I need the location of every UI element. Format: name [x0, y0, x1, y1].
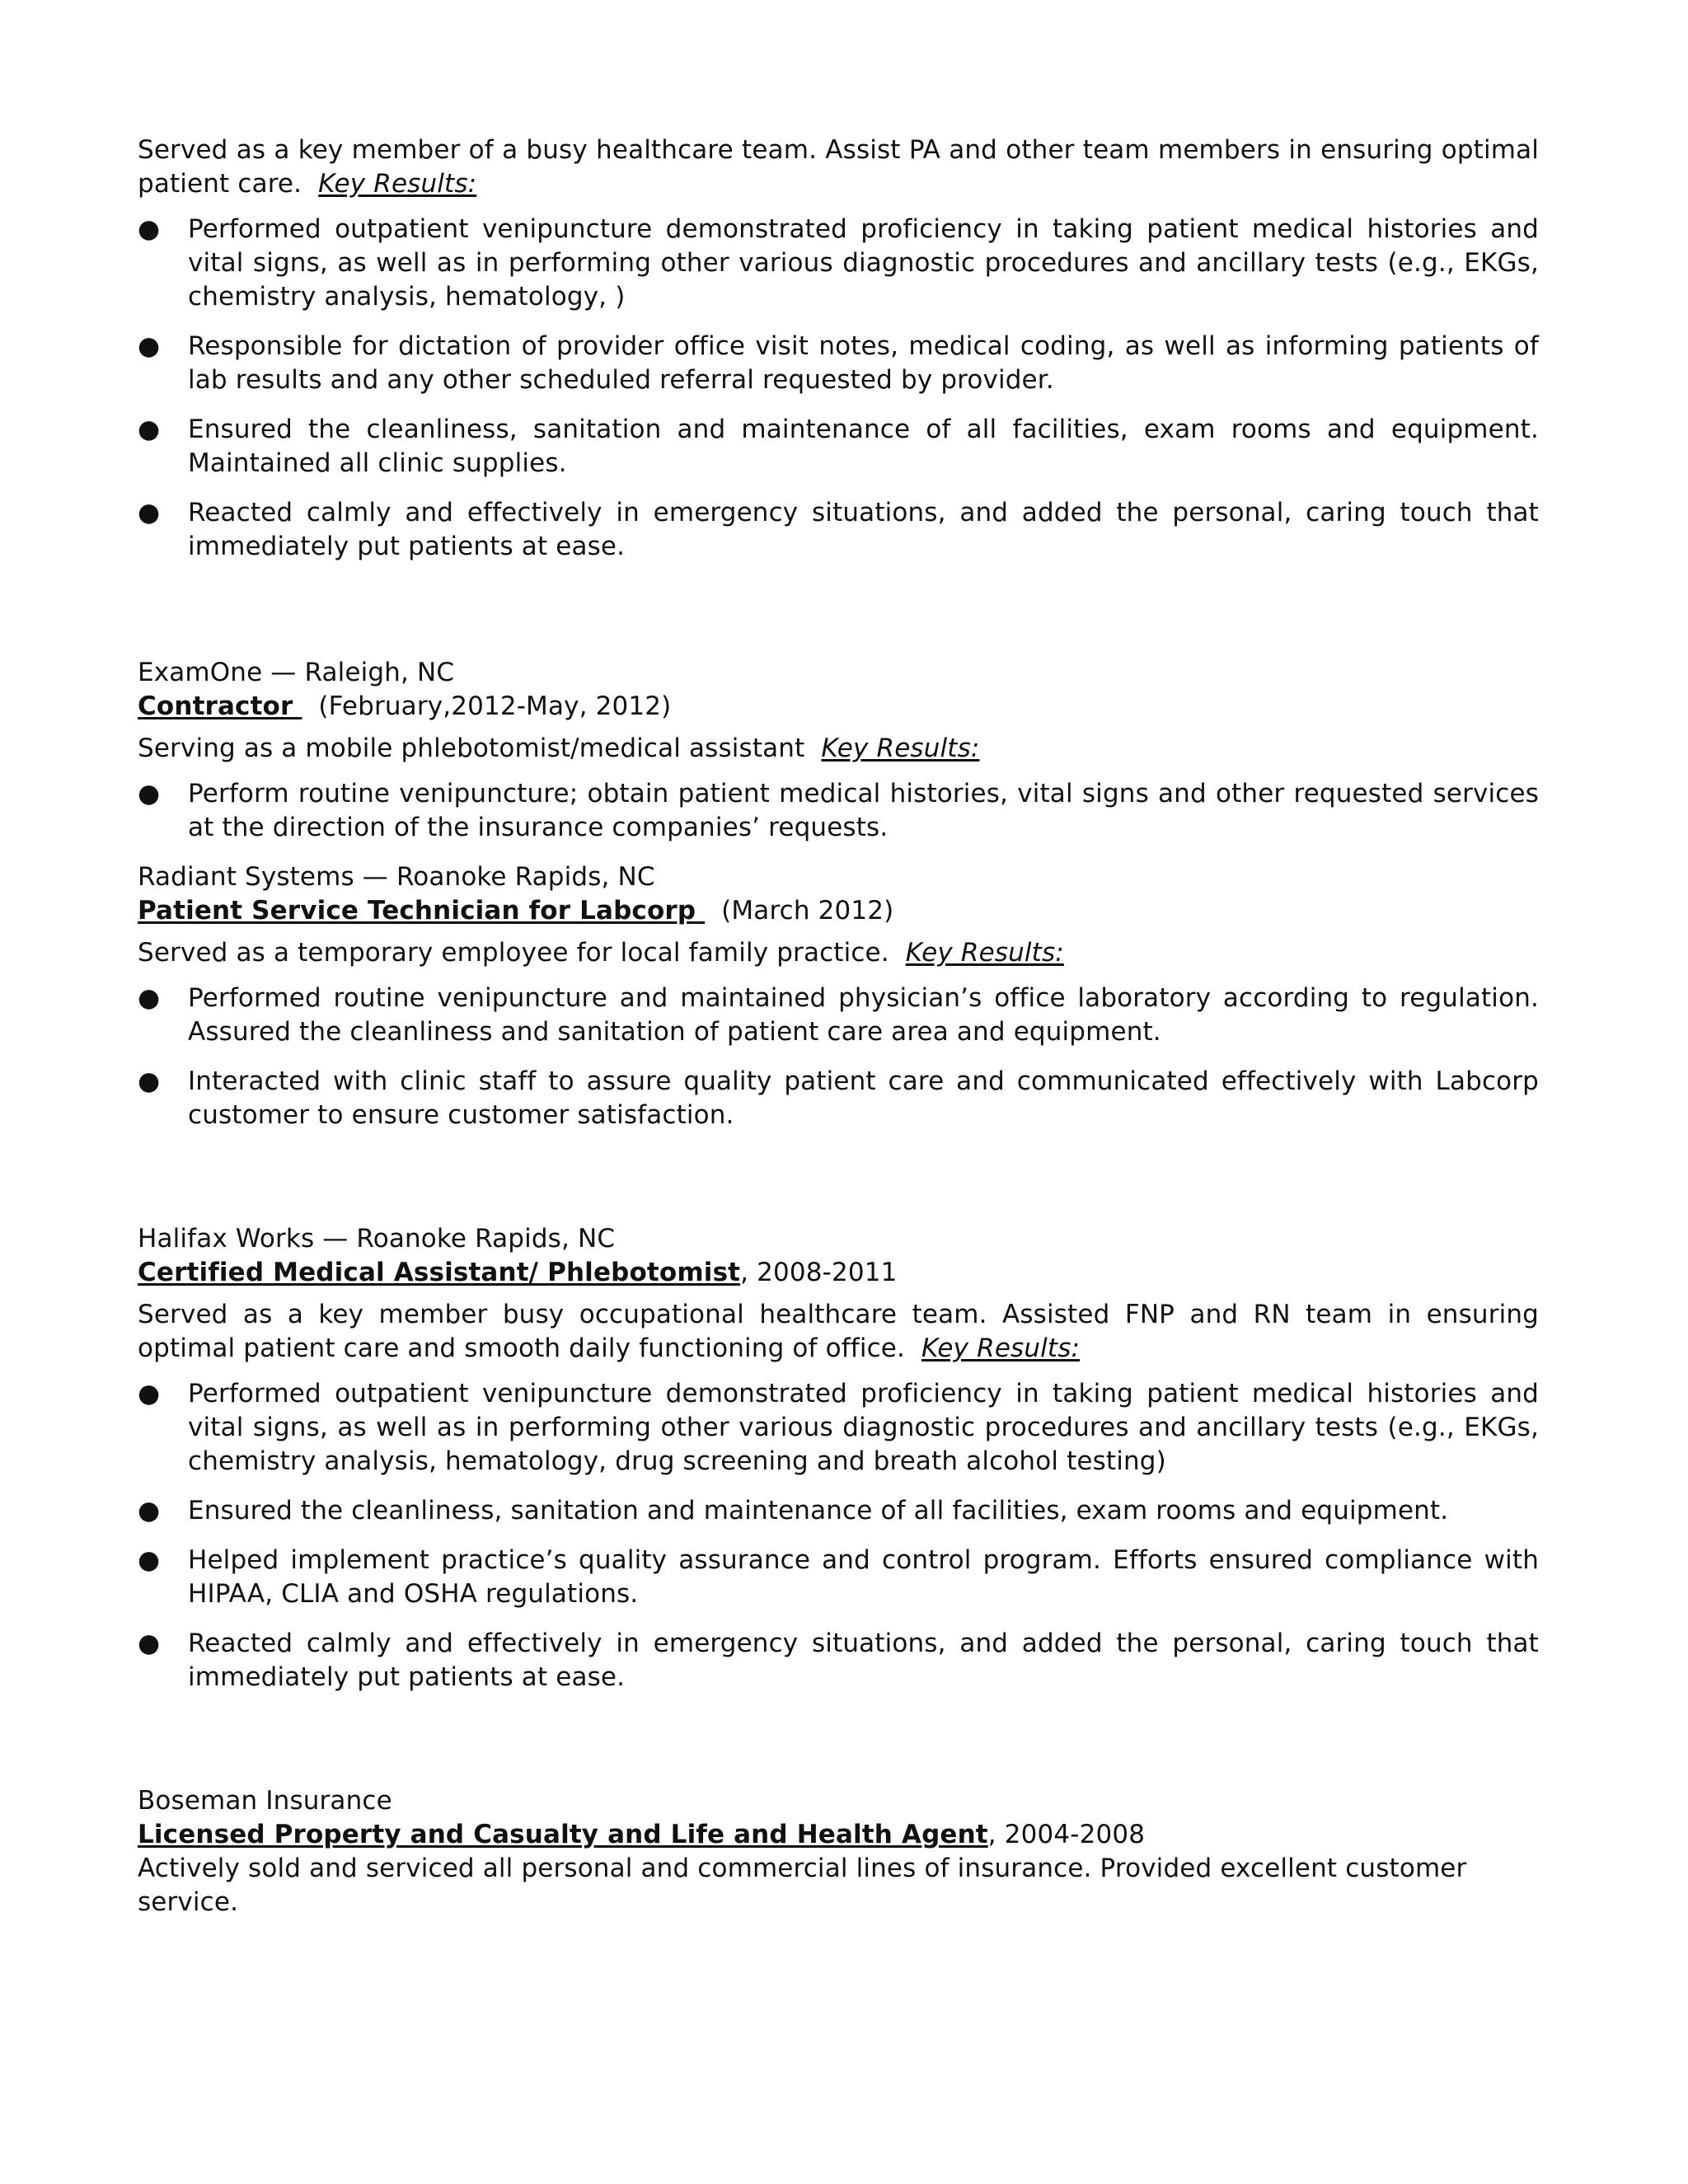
bullet-item	[138, 213, 1539, 314]
bullet-text: Reacted calmly and effectively in emergency situations, and added the personal, caring touch that immediately put patients at ease.	[188, 498, 1539, 561]
job-section-previous	[138, 134, 1539, 564]
bullet-item	[138, 496, 1539, 564]
section-spacer	[138, 1148, 1539, 1222]
bullet-list	[138, 982, 1539, 1132]
bullet-icon: ●	[138, 1545, 161, 1575]
key-results-label: Key Results:	[318, 169, 477, 199]
bullet-item	[138, 777, 1539, 845]
job-section-examone	[138, 656, 1539, 845]
job-title: Licensed Property and Casualty and Life and Health Agent	[138, 1820, 988, 1849]
bullet-list	[138, 213, 1539, 564]
job-summary	[138, 936, 1539, 970]
bullet-text: Ensured the cleanliness, sanitation and maintenance of all facilities, exam rooms and equipment. Maintained all clinic supplies.	[188, 415, 1539, 478]
bullet-icon: ●	[138, 1496, 161, 1526]
bullet-item	[138, 413, 1539, 480]
company-name: Halifax Works — Roanoke Rapids, NC	[138, 1224, 616, 1254]
bullet-icon: ●	[138, 983, 161, 1013]
company-name: Boseman Insurance	[138, 1786, 392, 1816]
job-section-halifax	[138, 1222, 1539, 1694]
bullet-icon: ●	[138, 1629, 161, 1658]
job-summary	[138, 732, 1539, 766]
job-dates: , 2008-2011	[740, 1258, 898, 1287]
job-summary	[138, 1298, 1539, 1366]
company-name: ExamOne — Raleigh, NC	[138, 658, 455, 687]
job-title: Patient Service Technician for Labcorp	[138, 896, 696, 926]
job-summary-text: Served as a temporary employee for local family practice.	[138, 938, 889, 968]
bullet-text: Ensured the cleanliness, sanitation and maintenance of all facilities, exam rooms and equipment.	[188, 1496, 1449, 1526]
section-spacer	[138, 579, 1539, 656]
bullet-icon: ●	[138, 1379, 161, 1408]
role-line	[138, 1256, 1539, 1290]
bullet-item	[138, 1494, 1539, 1528]
role-line	[138, 894, 1539, 928]
bullet-text: Perform routine venipuncture; obtain patient medical histories, vital signs and other requested services at the direction of the insurance companies’ requests.	[188, 779, 1539, 842]
bullet-item	[138, 1544, 1539, 1611]
job-summary-text: Served as a key member of a busy healthcare team. Assist PA and other team members in ensuring optimal patient care.	[138, 135, 1539, 199]
bullet-item	[138, 982, 1539, 1049]
bullet-text: Responsible for dictation of provider office visit notes, medical coding, as well as informing patients of lab results and any other scheduled referral requested by provider.	[188, 331, 1539, 395]
job-section-boseman	[138, 1784, 1539, 1919]
section-spacer	[138, 1710, 1539, 1784]
bullet-text: Helped implement practice’s quality assurance and control program. Efforts ensured compliance with HIPAA, CLIA and OSHA regulations.	[188, 1545, 1539, 1609]
key-results-label: Key Results:	[905, 938, 1064, 968]
bullet-item	[138, 330, 1539, 397]
bullet-icon: ●	[138, 498, 161, 527]
job-summary-text: Served as a key member busy occupational healthcare team. Assisted FNP and RN team in ensuring optimal patient care and smooth daily functioning of office.	[138, 1300, 1539, 1363]
bullet-icon: ●	[138, 214, 161, 244]
role-line	[138, 1818, 1539, 1852]
bullet-text: Reacted calmly and effectively in emergency situations, and added the personal, caring touch that immediately put patients at ease.	[188, 1629, 1539, 1692]
bullet-list	[138, 1377, 1539, 1694]
job-summary-text: Actively sold and serviced all personal and commercial lines of insurance. Provided excellent customer service.	[138, 1854, 1467, 1917]
bullet-text: Performed outpatient venipuncture demonstrated proficiency in taking patient medical histories and vital signs, as well as in performing other various diagnostic procedures and ancillary tests (e.g., EKGs, chemistry analysis, hematology, )	[188, 214, 1539, 312]
key-results-label: Key Results:	[921, 1333, 1081, 1363]
bullet-icon: ●	[138, 1066, 161, 1096]
job-dates: , 2004-2008	[987, 1820, 1146, 1849]
bullet-text: Performed routine venipuncture and maintained physician’s office laboratory according to regulation. Assured the cleanliness and sanitation of patient care area and equipment.	[188, 983, 1539, 1047]
job-section-radiant	[138, 860, 1539, 1132]
bullet-list	[138, 777, 1539, 845]
bullet-text: Interacted with clinic staff to assure quality patient care and communicated effectively with Labcorp customer to ensure customer satisfaction.	[188, 1066, 1539, 1130]
bullet-item	[138, 1627, 1539, 1694]
bullet-text: Performed outpatient venipuncture demonstrated proficiency in taking patient medical histories and vital signs, as well as in performing other various diagnostic procedures and ancillary tests (e.g., EKGs, chemistry analysis, hematology, drug screening and breath alcohol testing)	[188, 1379, 1539, 1476]
job-dates: (February,2012-May, 2012)	[318, 691, 672, 721]
job-dates: (March 2012)	[721, 896, 894, 926]
resume-body	[138, 134, 1539, 1919]
bullet-item	[138, 1377, 1539, 1479]
role-line	[138, 690, 1539, 724]
bullet-icon: ●	[138, 415, 161, 444]
job-title: Certified Medical Assistant/ Phlebotomist	[138, 1258, 741, 1287]
job-title: Contractor	[138, 691, 293, 721]
job-summary-text: Serving as a mobile phlebotomist/medical assistant	[138, 733, 805, 763]
key-results-label: Key Results:	[821, 733, 980, 763]
job-summary	[138, 134, 1539, 201]
company-name: Radiant Systems — Roanoke Rapids, NC	[138, 862, 655, 892]
bullet-icon: ●	[138, 779, 161, 808]
bullet-item	[138, 1065, 1539, 1132]
bullet-icon: ●	[138, 331, 161, 361]
